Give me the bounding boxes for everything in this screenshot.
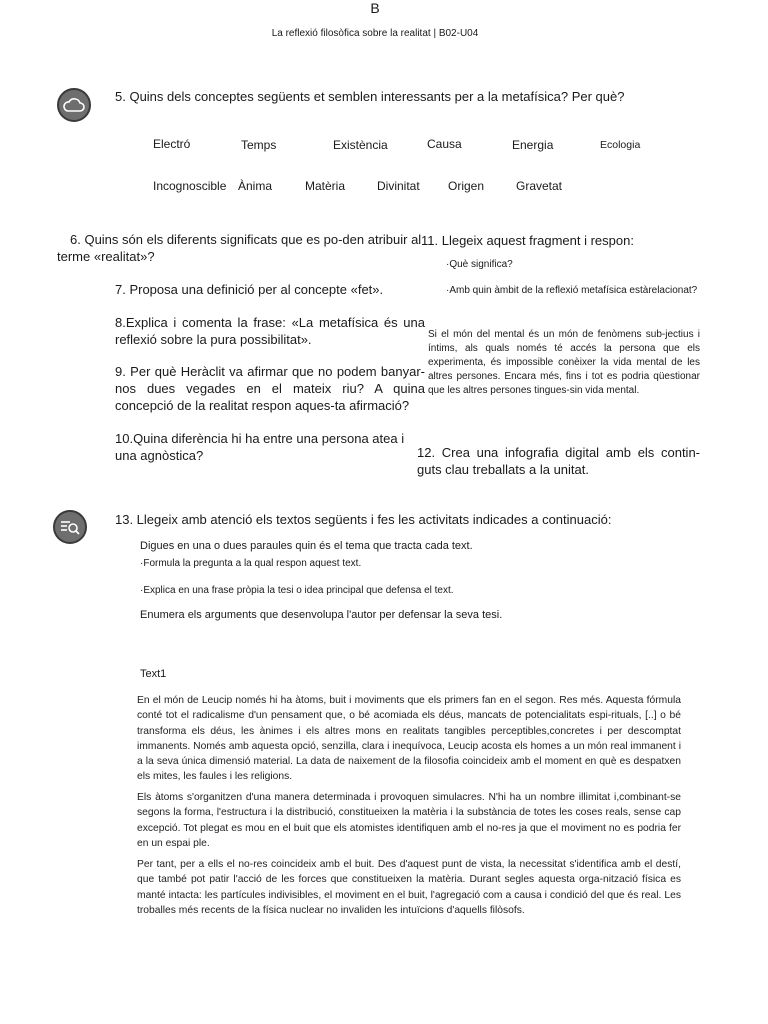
concept-word: Energia (512, 138, 554, 152)
concept-word: Temps (241, 138, 277, 152)
concept-word: Divinitat (377, 179, 420, 193)
text1-title: Text1 (140, 668, 167, 680)
question-7: 7. Proposa una definició per al concepte «fet». (115, 282, 384, 297)
concept-word: Ànima (238, 179, 273, 193)
concept-word: Existència (333, 138, 388, 152)
concept-word: Matèria (305, 179, 346, 193)
question-8: 8.Explica i comenta la frase: «La metafísica és una reflexió sobre la pura possibilitat». (115, 315, 425, 347)
question-13-item4: Enumera els arguments que desenvolupa l'autor per defensar la seva tesi. (140, 609, 503, 621)
question-9: 9. Per què Heràclit va afirmar que no podem banyar-nos dues vegades en el mateix riu? A quina concepció de la realitat respon aques-ta afirmació? (115, 364, 425, 413)
question-10: 10.Quina diferència hi ha entre una persona atea i una agnòstica? (115, 431, 405, 463)
search-text-icon (53, 510, 87, 544)
page-letter: B (370, 0, 380, 16)
concept-word: Ecologia (600, 139, 641, 151)
text1-paragraph-3: Per tant, per a ells el no-res coincideix amb el buit. Des d'aquest punt de vista, la necessitat s'identifica amb el destí, que també pot patir l'acció de les forces que constitueixen la matèria. Durant segles aquesta orga-nització física es manté intacta: les partícules indivisibles, el moviment en el buit, l'agregació com a causa i condició del que és real. Les troballes més recents de la física nuclear no invaliden les intuïcions d'aquells filòsofs. (137, 859, 681, 916)
question-5: 5. Quins dels conceptes següents et semblen interessants per a la metafísica? Per què? (115, 89, 625, 104)
question-6: 6. Quins són els diferents significats que es po-den atribuir al terme «realitat»? (57, 232, 422, 264)
question-13-item1: Digues en una o dues paraules quin és el tema que tracta cada text. (140, 540, 473, 552)
question-13-item3: ·Explica en una frase pròpia la tesi o idea principal que defensa el text. (140, 585, 454, 596)
question-11-fragment: Si el món del mental és un món de fenòmens sub-jectius i íntims, als quals només té accés la persona que els experimenta, és impossible conèixer la vida mental de les altres persones. Encara més, fins i tot es podria qüestionar que les altres persones tingues-sin vida mental. (428, 329, 700, 396)
question-11-sub1: ·Què significa? (446, 259, 513, 270)
concept-word: Gravetat (516, 179, 563, 193)
concept-word: Incognoscible (153, 179, 227, 193)
page-header: La reflexió filosòfica sobre la realitat | B02-U04 (271, 28, 479, 39)
text1-paragraph-2: Els àtoms s'organitzen d'una manera determinada i provoquen simulacres. N'hi ha un nombre illimitat i,combinant-se segons la forma, l'estructura i la distribució, constitueixen la matèria i la substància de totes les coses reals, sense cap excepció. Tot plegat es mou en el buit que els atomistes identifiquen amb el no-res ja que el moviment no es podria fer en un espai ple. (137, 792, 681, 849)
question-13: 13. Llegeix amb atenció els textos següents i fes les activitats indicades a continuació: (115, 512, 612, 527)
question-12: 12. Crea una infografia digital amb els contin-guts clau treballats a la unitat. (417, 445, 700, 477)
question-13-item2: ·Formula la pregunta a la qual respon aquest text. (140, 558, 362, 569)
text1-paragraph-1: En el món de Leucip només hi ha àtoms, buit i moviments que els primers fan en el segon. Res més. Aquesta fórmula conté tot el radicalisme d'un pensament que, o bé acomiada els déus, mancats de potencialitats espi-rituals, [..] o bé transforma els déus, les ànimes i els altres mons en realitats tangibles perceptibles,concretes i per descomptat immanents. Només amb aquesta opció, senzilla, clara i inequívoca, Leucip acosta els homes a un món real immanent i a la seva única dimensió material. La data de naixement de la filosofia coincideix amb el moment en què es despatxen els mites, les faules i les religions. (137, 695, 681, 783)
question-11-sub2: ·Amb quin àmbit de la reflexió metafísica estàrelacionat? (446, 285, 698, 296)
cloud-icon (57, 88, 91, 122)
concept-word: Origen (448, 179, 485, 193)
question-11: 11. Llegeix aquest fragment i respon: (421, 233, 634, 248)
concept-word: Electró (153, 137, 191, 151)
concept-word: Causa (427, 137, 462, 151)
